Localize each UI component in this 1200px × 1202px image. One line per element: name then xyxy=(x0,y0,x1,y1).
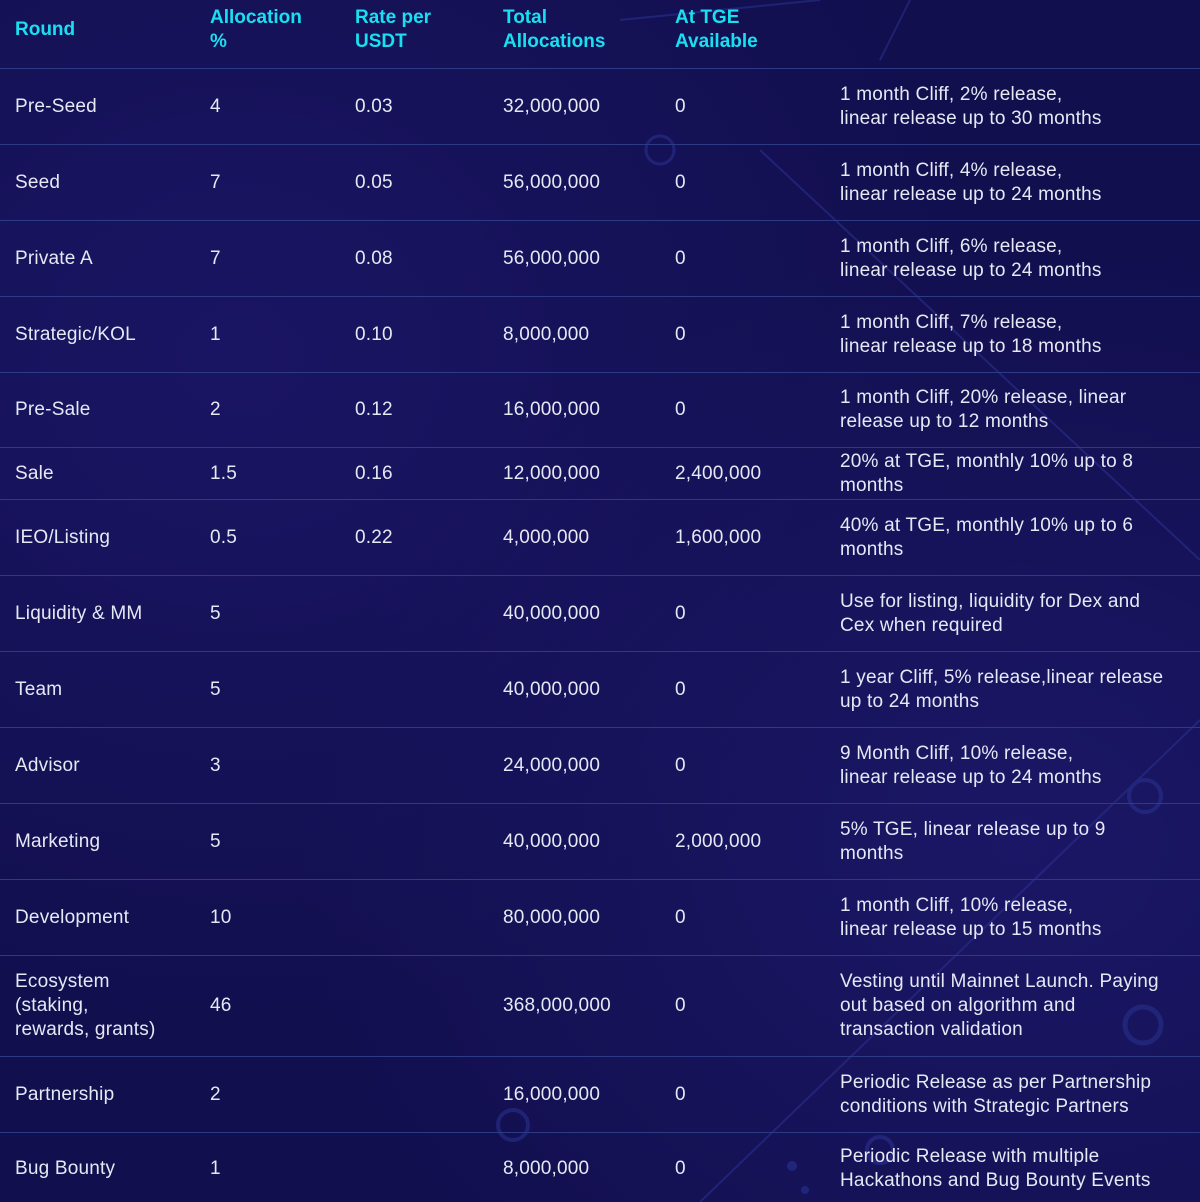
cell-tge: 0 xyxy=(675,95,686,117)
cell-allocation: 0.5 xyxy=(210,526,238,548)
cell-tge: 0 xyxy=(675,399,686,420)
table-row xyxy=(0,728,1200,804)
cell-rate xyxy=(355,956,495,1056)
table-header xyxy=(0,0,1200,69)
cell-round: IEO/Listing xyxy=(15,526,111,548)
table-row xyxy=(0,373,1200,448)
cell-allocation: 2 xyxy=(210,1083,221,1105)
cell-round: Liquidity & MM xyxy=(15,602,143,624)
cell-total: 16,000,000 xyxy=(503,399,601,420)
cell-tge: 0 xyxy=(675,247,686,269)
cell-round: Ecosystem (staking, rewards, grants) xyxy=(15,971,156,1040)
cell-vesting: 20% at TGE, monthly 10% up to 8 months xyxy=(840,450,1134,496)
cell-allocation: 5 xyxy=(210,830,221,852)
cell-rate: 0.08 xyxy=(355,247,393,269)
cell-vesting: Vesting until Mainnet Launch. Paying out based on algorithm and transaction validation xyxy=(840,971,1159,1040)
cell-allocation: 10 xyxy=(210,906,232,928)
cell-round: Strategic/KOL xyxy=(15,323,136,345)
cell-tge: 0 xyxy=(675,906,686,928)
cell-round: Private A xyxy=(15,247,93,269)
table-row xyxy=(0,448,1200,500)
cell-vesting: 1 month Cliff, 20% release, linear release up to 12 months xyxy=(840,387,1127,432)
cell-total: 8,000,000 xyxy=(503,323,590,345)
cell-allocation: 4 xyxy=(210,95,221,117)
cell-round: Partnership xyxy=(15,1083,115,1105)
cell-rate xyxy=(355,1057,495,1132)
cell-round: Seed xyxy=(15,171,61,193)
cell-vesting: 1 year Cliff, 5% release,linear release up to 24 months xyxy=(840,666,1164,712)
table-row xyxy=(0,956,1200,1057)
cell-total: 40,000,000 xyxy=(503,830,601,852)
cell-vesting: 1 month Cliff, 6% release, linear release up to 24 months xyxy=(840,235,1102,281)
cell-tge: 0 xyxy=(675,995,686,1016)
table-row xyxy=(0,500,1200,576)
cell-rate xyxy=(355,652,495,727)
table-row xyxy=(0,652,1200,728)
cell-round: Pre-Sale xyxy=(15,399,91,420)
cell-total: 24,000,000 xyxy=(503,754,601,776)
cell-round: Team xyxy=(15,678,63,700)
cell-total: 368,000,000 xyxy=(503,995,611,1016)
cell-rate xyxy=(355,804,495,879)
cell-allocation: 7 xyxy=(210,247,221,269)
cell-rate xyxy=(355,1133,495,1202)
cell-total: 80,000,000 xyxy=(503,906,601,928)
header-total: Total Allocations xyxy=(503,7,606,52)
cell-tge: 0 xyxy=(675,1157,686,1179)
cell-rate xyxy=(355,728,495,803)
cell-vesting: Periodic Release as per Partnership conditions with Strategic Partners xyxy=(840,1071,1152,1117)
cell-round: Sale xyxy=(15,462,54,484)
header-round: Round xyxy=(15,19,76,40)
header-allocation: Allocation % xyxy=(210,7,302,52)
cell-round: Advisor xyxy=(15,754,80,776)
cell-tge: 0 xyxy=(675,602,686,624)
table-row xyxy=(0,1057,1200,1133)
table-row xyxy=(0,804,1200,880)
cell-vesting: Periodic Release with multiple Hackathons and Bug Bounty Events xyxy=(840,1145,1151,1191)
cell-tge: 0 xyxy=(675,1083,686,1105)
cell-allocation: 7 xyxy=(210,171,221,193)
cell-rate xyxy=(355,576,495,651)
cell-round: Pre-Seed xyxy=(15,95,97,117)
header-rate: Rate per USDT xyxy=(355,7,432,52)
cell-vesting: 1 month Cliff, 7% release, linear release up to 18 months xyxy=(840,311,1102,357)
cell-allocation: 5 xyxy=(210,678,221,700)
table-row xyxy=(0,145,1200,221)
cell-vesting: 1 month Cliff, 4% release, linear release up to 24 months xyxy=(840,159,1102,205)
table-row xyxy=(0,221,1200,297)
cell-round: Marketing xyxy=(15,830,101,852)
cell-tge: 0 xyxy=(675,171,686,193)
cell-total: 56,000,000 xyxy=(503,171,601,193)
cell-tge: 1,600,000 xyxy=(675,526,762,548)
cell-round: Development xyxy=(15,906,130,928)
cell-vesting: Use for listing, liquidity for Dex and Cex when required xyxy=(840,590,1141,636)
cell-vesting: 5% TGE, linear release up to 9 months xyxy=(840,818,1106,864)
cell-allocation: 2 xyxy=(210,399,221,420)
cell-vesting: 1 month Cliff, 2% release, linear release up to 30 months xyxy=(840,83,1102,129)
cell-total: 40,000,000 xyxy=(503,602,601,624)
cell-total: 32,000,000 xyxy=(503,95,601,117)
cell-rate: 0.10 xyxy=(355,323,393,345)
cell-total: 56,000,000 xyxy=(503,247,601,269)
cell-total: 16,000,000 xyxy=(503,1083,601,1105)
cell-rate: 0.12 xyxy=(355,399,393,420)
cell-vesting: 40% at TGE, monthly 10% up to 6 months xyxy=(840,514,1134,560)
cell-allocation: 1.5 xyxy=(210,462,238,484)
cell-tge: 2,000,000 xyxy=(675,830,762,852)
cell-tge: 0 xyxy=(675,323,686,345)
cell-rate: 0.05 xyxy=(355,171,393,193)
cell-rate: 0.16 xyxy=(355,462,393,484)
cell-allocation: 46 xyxy=(210,995,232,1016)
cell-total: 40,000,000 xyxy=(503,678,601,700)
cell-allocation: 1 xyxy=(210,323,221,345)
cell-rate xyxy=(355,880,495,955)
table-row xyxy=(0,297,1200,373)
cell-tge: 2,400,000 xyxy=(675,462,762,484)
cell-total: 12,000,000 xyxy=(503,462,601,484)
cell-rate: 0.22 xyxy=(355,526,393,548)
cell-total: 4,000,000 xyxy=(503,526,590,548)
cell-allocation: 1 xyxy=(210,1157,221,1179)
cell-vesting: 9 Month Cliff, 10% release, linear release up to 24 months xyxy=(840,742,1102,788)
header-tge: At TGE Available xyxy=(675,7,758,52)
cell-round: Bug Bounty xyxy=(15,1157,116,1179)
cell-allocation: 3 xyxy=(210,754,221,776)
table-row xyxy=(0,880,1200,956)
cell-allocation: 5 xyxy=(210,602,221,624)
cell-tge: 0 xyxy=(675,754,686,776)
table-row xyxy=(0,1133,1200,1202)
cell-vesting: 1 month Cliff, 10% release, linear release up to 15 months xyxy=(840,894,1102,940)
cell-rate: 0.03 xyxy=(355,95,393,117)
table-row xyxy=(0,576,1200,652)
table-row xyxy=(0,69,1200,145)
cell-tge: 0 xyxy=(675,678,686,700)
cell-total: 8,000,000 xyxy=(503,1157,590,1179)
